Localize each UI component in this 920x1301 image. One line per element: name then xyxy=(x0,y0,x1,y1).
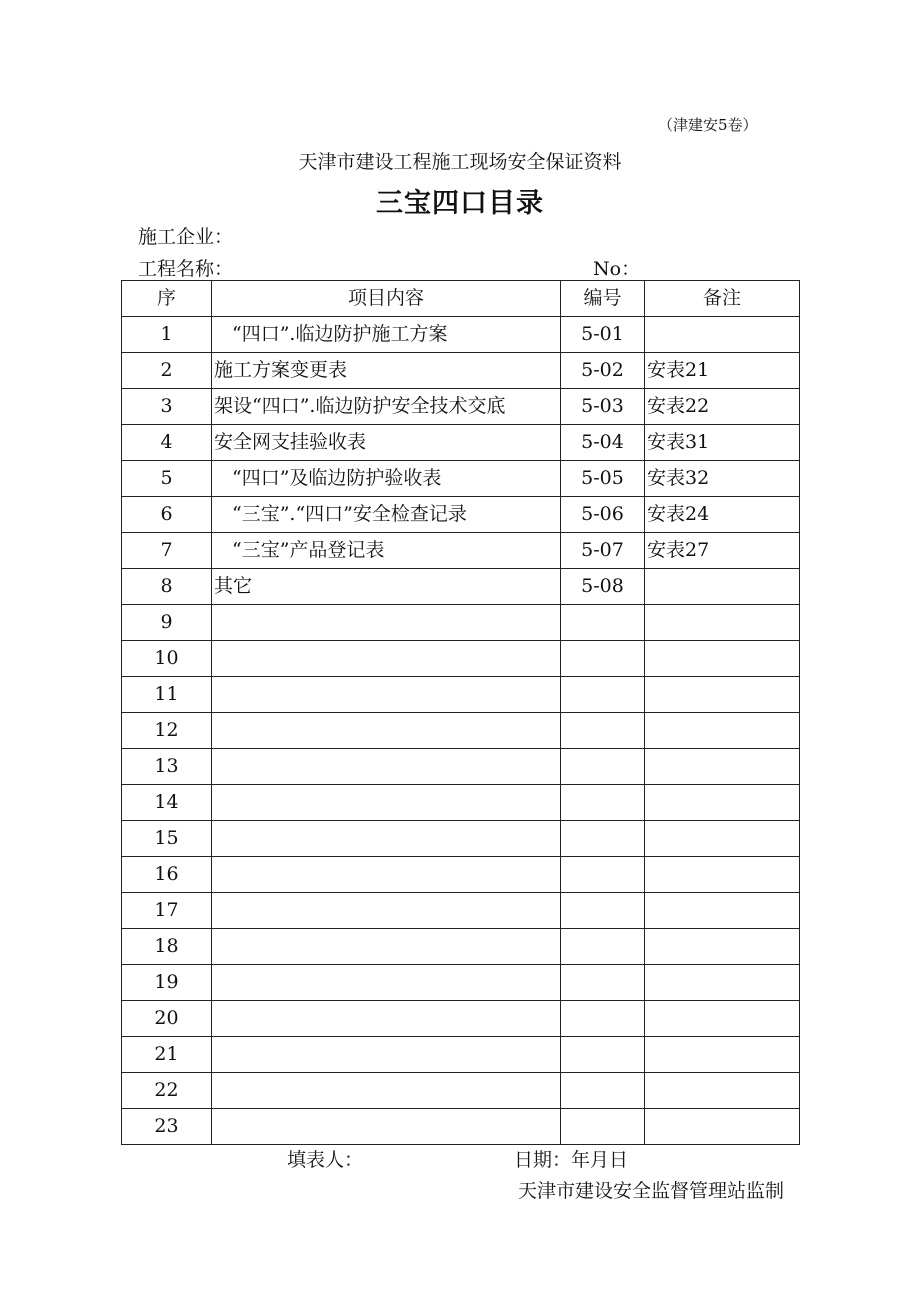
row-index: 6 xyxy=(122,497,212,533)
row-code xyxy=(561,1073,645,1109)
row-index: 16 xyxy=(122,857,212,893)
table-row xyxy=(122,1001,800,1037)
row-index: 11 xyxy=(122,677,212,713)
row-index: 8 xyxy=(122,569,212,605)
row-item-content xyxy=(212,605,561,641)
row-remarks xyxy=(645,605,800,641)
row-code xyxy=(561,713,645,749)
row-remarks xyxy=(645,785,800,821)
row-remarks: 安表27 xyxy=(645,533,800,569)
volume-label: （津建安5卷） xyxy=(658,116,758,134)
row-remarks xyxy=(645,965,800,1001)
row-item-content: 安全网支挂验收表 xyxy=(212,425,561,461)
row-code xyxy=(561,1001,645,1037)
row-remarks xyxy=(645,929,800,965)
row-index: 22 xyxy=(122,1073,212,1109)
table-row xyxy=(122,749,800,785)
table-row xyxy=(122,317,800,353)
row-item-content: 架设“四口”.临边防护安全技术交底 xyxy=(212,389,561,425)
table-row xyxy=(122,785,800,821)
row-item-content xyxy=(212,713,561,749)
header-item-content: 项目内容 xyxy=(212,281,561,317)
row-code: 5-01 xyxy=(561,317,645,353)
header-code: 编号 xyxy=(561,281,645,317)
row-code: 5-02 xyxy=(561,353,645,389)
table-row xyxy=(122,929,800,965)
row-item-content xyxy=(212,821,561,857)
table-row xyxy=(122,821,800,857)
row-remarks xyxy=(645,749,800,785)
row-index: 7 xyxy=(122,533,212,569)
row-index: 10 xyxy=(122,641,212,677)
row-remarks xyxy=(645,641,800,677)
row-code: 5-07 xyxy=(561,533,645,569)
header-index: 序 xyxy=(122,281,212,317)
row-item-content xyxy=(212,1073,561,1109)
table-row xyxy=(122,353,800,389)
table-row xyxy=(122,533,800,569)
row-index: 12 xyxy=(122,713,212,749)
number-field-label: No： xyxy=(593,258,641,280)
row-item-content: “三宝”.“四口”安全检查记录 xyxy=(212,497,561,533)
row-remarks xyxy=(645,857,800,893)
row-index: 15 xyxy=(122,821,212,857)
row-code: 5-08 xyxy=(561,569,645,605)
row-index: 17 xyxy=(122,893,212,929)
row-index: 5 xyxy=(122,461,212,497)
row-remarks xyxy=(645,1037,800,1073)
filler-label: 填表人： xyxy=(287,1149,364,1171)
row-item-content: “四口”及临边防护验收表 xyxy=(212,461,561,497)
row-code xyxy=(561,821,645,857)
row-code xyxy=(561,1109,645,1145)
row-index: 19 xyxy=(122,965,212,1001)
row-code xyxy=(561,893,645,929)
row-index: 14 xyxy=(122,785,212,821)
page-title: 三宝四口目录 xyxy=(376,188,544,219)
row-remarks: 安表24 xyxy=(645,497,800,533)
row-code xyxy=(561,929,645,965)
table-row xyxy=(122,461,800,497)
row-code xyxy=(561,641,645,677)
table-row xyxy=(122,713,800,749)
row-index: 3 xyxy=(122,389,212,425)
row-remarks: 安表22 xyxy=(645,389,800,425)
row-remarks xyxy=(645,569,800,605)
table-row xyxy=(122,857,800,893)
row-index: 18 xyxy=(122,929,212,965)
row-remarks: 安表32 xyxy=(645,461,800,497)
row-item-content xyxy=(212,857,561,893)
table-row xyxy=(122,1109,800,1145)
row-code xyxy=(561,785,645,821)
row-item-content xyxy=(212,749,561,785)
table-row xyxy=(122,1037,800,1073)
table-row xyxy=(122,389,800,425)
row-remarks xyxy=(645,1073,800,1109)
table-row xyxy=(122,425,800,461)
row-remarks: 安表21 xyxy=(645,353,800,389)
row-code xyxy=(561,857,645,893)
row-item-content: 施工方案变更表 xyxy=(212,353,561,389)
row-item-content xyxy=(212,785,561,821)
table-row xyxy=(122,893,800,929)
row-index: 23 xyxy=(122,1109,212,1145)
row-remarks xyxy=(645,821,800,857)
table-header-row xyxy=(122,281,800,317)
row-item-content xyxy=(212,677,561,713)
header-remarks: 备注 xyxy=(645,281,800,317)
row-item-content xyxy=(212,929,561,965)
row-remarks xyxy=(645,677,800,713)
table-row xyxy=(122,1073,800,1109)
row-item-content xyxy=(212,641,561,677)
table-row xyxy=(122,569,800,605)
row-code xyxy=(561,749,645,785)
document-subtitle: 天津市建设工程施工现场安全保证资料 xyxy=(298,151,622,173)
row-item-content: “四口”.临边防护施工方案 xyxy=(212,317,561,353)
catalog-table-body xyxy=(122,317,800,1145)
row-code xyxy=(561,1037,645,1073)
row-remarks xyxy=(645,1001,800,1037)
row-remarks: 安表31 xyxy=(645,425,800,461)
row-index: 13 xyxy=(122,749,212,785)
row-index: 1 xyxy=(122,317,212,353)
row-index: 9 xyxy=(122,605,212,641)
row-code: 5-06 xyxy=(561,497,645,533)
row-remarks xyxy=(645,317,800,353)
date-label: 日期：年月日 xyxy=(514,1149,629,1171)
row-code xyxy=(561,605,645,641)
table-row xyxy=(122,965,800,1001)
row-remarks xyxy=(645,1109,800,1145)
issuer-text: 天津市建设安全监督管理站监制 xyxy=(518,1180,785,1202)
row-code: 5-04 xyxy=(561,425,645,461)
row-code: 5-03 xyxy=(561,389,645,425)
table-row xyxy=(122,605,800,641)
row-item-content: “三宝”产品登记表 xyxy=(212,533,561,569)
row-code xyxy=(561,965,645,1001)
table-row xyxy=(122,677,800,713)
row-remarks xyxy=(645,713,800,749)
row-item-content xyxy=(212,965,561,1001)
row-index: 21 xyxy=(122,1037,212,1073)
table-row xyxy=(122,497,800,533)
row-code: 5-05 xyxy=(561,461,645,497)
row-item-content xyxy=(212,1109,561,1145)
catalog-table xyxy=(121,280,800,1145)
row-item-content: 其它 xyxy=(212,569,561,605)
row-index: 4 xyxy=(122,425,212,461)
row-index: 20 xyxy=(122,1001,212,1037)
row-remarks xyxy=(645,893,800,929)
project-name-field-label: 工程名称： xyxy=(138,258,234,280)
table-row xyxy=(122,641,800,677)
company-field-label: 施工企业： xyxy=(138,226,234,248)
row-item-content xyxy=(212,1037,561,1073)
row-code xyxy=(561,677,645,713)
row-item-content xyxy=(212,1001,561,1037)
row-index: 2 xyxy=(122,353,212,389)
row-item-content xyxy=(212,893,561,929)
